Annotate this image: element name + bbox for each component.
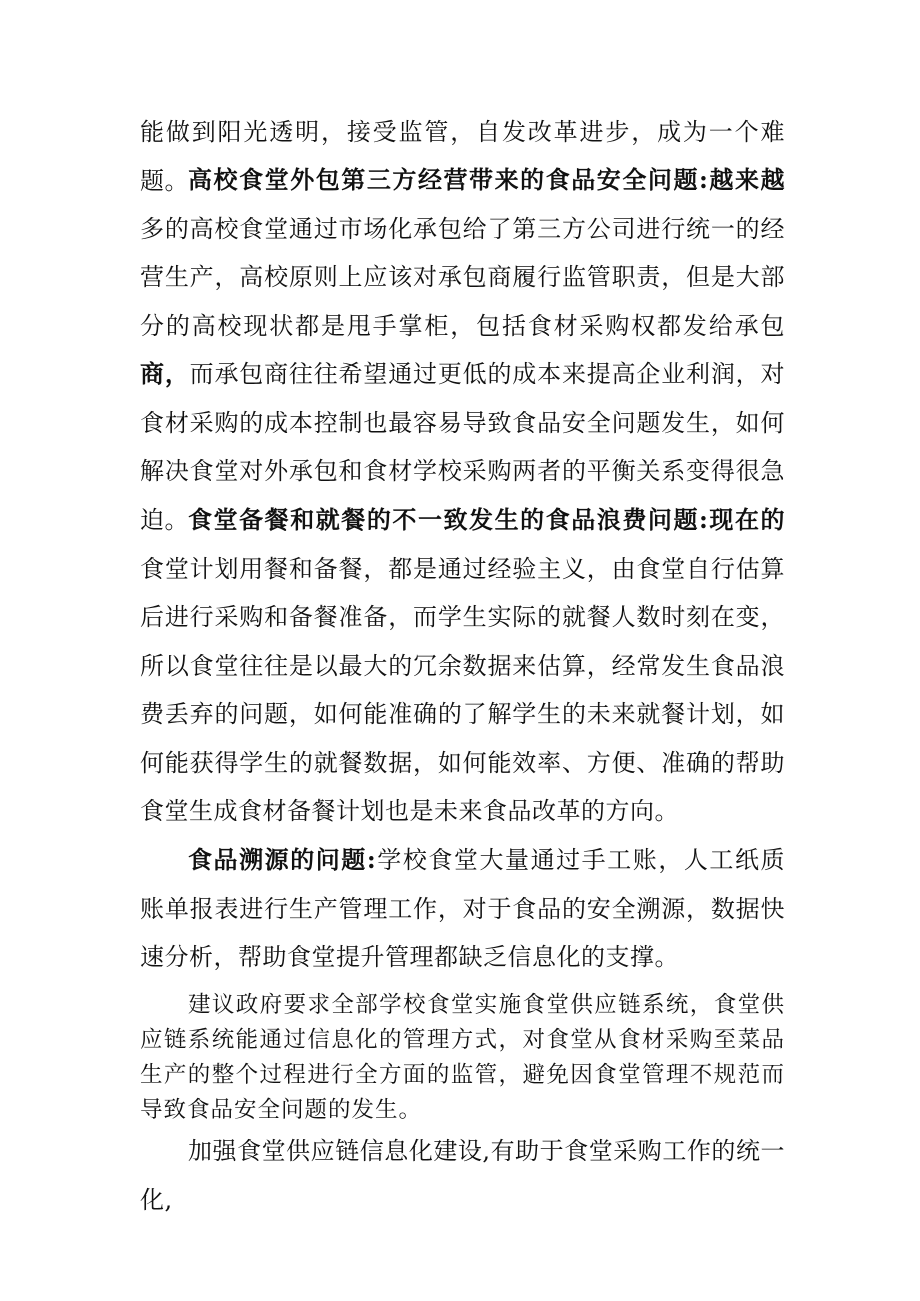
- paragraph-text-tail: 而承包商往往希望通过更低的成本来提高企业利润，对食材采购的成本控制也最容易导致食品安全问题发生，如何解决食堂对外承包和食材学校采购两者的平衡关系变得很急迫。: [140, 360, 785, 534]
- paragraph-text: 多的高校食堂通过市场化承包给了第三方公司进行统一的经营生产，高校原则上应该对承包商履行监管职责，但是大部分的高校现状都是甩手掌柜，包括食材采购权都发给承包: [140, 214, 785, 340]
- paragraph-lead: 越来越: [708, 165, 786, 194]
- paragraph-outsourcing-safety: [140, 156, 785, 544]
- paragraph-text: 食堂计划用餐和备餐，都是通过经验主义，由食堂自行估算后进行采购和备餐准备，而学生实际的就餐人数时刻在变，所以食堂往往是以最大的冗余数据来估算，经常发生食品浪费丢弃的问题，如何能准确的了解学生的未来就餐计划，如何能获得学生的就餐数据，如何能效率、方便、准确的帮助食堂生成食材备餐计划也是未来食品改革的方向。: [140, 554, 785, 825]
- paragraph-text: 学校食堂大量通过手工账，人工纸质账单报表进行生产管理工作，对于食品的安全溯源，数据快速分析，帮助食堂提升管理都缺乏信息化的支撑。: [140, 846, 786, 971]
- paragraph-lead: 现在的: [708, 505, 786, 534]
- paragraph-strengthen: [140, 1127, 785, 1224]
- paragraph-text: 能做到阳光透明，接受监管，自发改革进步，成为一个难题。: [140, 118, 785, 195]
- paragraph-food-waste: [140, 496, 785, 836]
- paragraph-bold-word: 商，: [140, 359, 190, 388]
- paragraph-text: 建议政府要求全部学校食堂实施食堂供应链系统，食堂供应链系统能通过信息化的管理方式，对食堂从食材采购至菜品生产的整个过程进行全方面的监管，避免因食堂管理不规范而导致食品安全问题的发生。: [140, 992, 785, 1123]
- paragraph-recommendation: [140, 988, 785, 1128]
- paragraph-traceability: [140, 836, 785, 982]
- paragraph-heading: 食堂备餐和就餐的不一致发生的食品浪费问题:: [188, 505, 709, 534]
- paragraph-heading: 食品溯源的问题:: [188, 845, 377, 874]
- paragraph-heading: 高校食堂外包第三方经营带来的食品安全问题:: [188, 165, 709, 194]
- paragraph-text: 加强食堂供应链信息化建设,有助于食堂采购工作的统一化,: [140, 1137, 785, 1214]
